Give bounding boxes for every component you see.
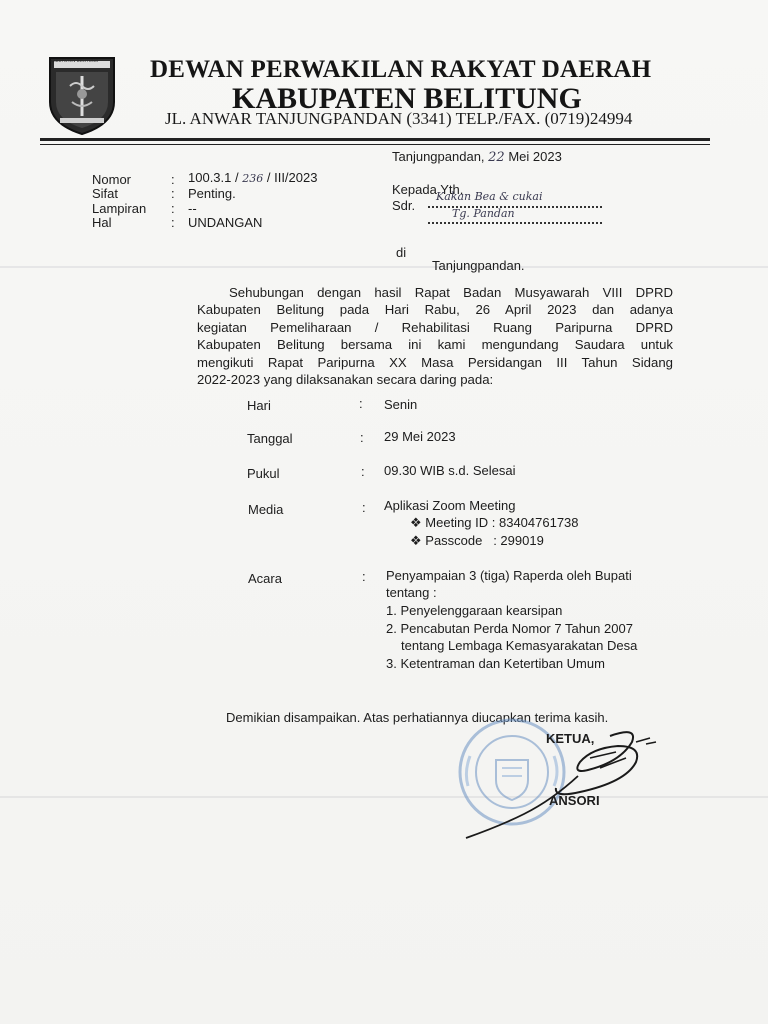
tanggal-colon: : [360, 430, 364, 445]
media-colon: : [362, 500, 366, 515]
bullet-diamond-icon: ❖ [410, 515, 422, 530]
acara-item-1: 1. Penyelenggaraan kearsipan [386, 603, 563, 618]
pukul-label: Pukul [247, 466, 280, 481]
body-line: mengikuti Rapat Paripurna XX Masa Persidangan III Tahun Sidang [197, 354, 673, 370]
body-paragraph [197, 284, 673, 388]
sifat-value: Penting. [188, 186, 236, 201]
logo-text: KABUPATEN BELITUNG [50, 58, 99, 63]
nomor-sep: / [235, 170, 239, 185]
paper-fold [0, 266, 768, 268]
bullet-diamond-icon: ❖ [410, 533, 422, 548]
signatory-name: ANSORI [549, 793, 600, 808]
acara-item-2a: 2. Pencabutan Perda Nomor 7 Tahun 2007 [386, 621, 633, 636]
passcode-text: Passcode : 299019 [425, 533, 544, 548]
hal-value: UNDANGAN [188, 215, 263, 230]
nomor-handwritten: 236 [242, 172, 264, 185]
place-text: Tanjungpandan, [392, 149, 485, 164]
place-date [392, 149, 562, 165]
nomor-colon: : [171, 172, 175, 187]
lampiran-value: -- [188, 201, 197, 216]
pukul-value: 09.30 WIB s.d. Selesai [384, 463, 516, 478]
acara-item-3: 3. Ketentraman dan Ketertiban Umum [386, 656, 605, 671]
recipient-handwritten-line1: Kakan Bea & cukai [436, 190, 543, 203]
acara-intro-line1: Penyampaian 3 (tiga) Raperda oleh Bupati [386, 568, 632, 583]
letterhead-rule-thick [40, 138, 710, 141]
hari-value: Senin [384, 397, 418, 412]
letterhead-title-line2: KABUPATEN BELITUNG [232, 82, 582, 115]
letterhead-address: JL. ANWAR TANJUNGPANDAN (3341) TELP./FAX. (0719)24994 [165, 109, 633, 128]
recipient-dotted-line2 [428, 222, 602, 224]
nomor-value [188, 170, 317, 185]
tanggal-label: Tanggal [247, 431, 293, 446]
hal-colon: : [171, 215, 175, 230]
letterhead-rule-thin [40, 144, 710, 145]
acara-label: Acara [248, 571, 282, 586]
regency-logo-icon [46, 52, 118, 136]
pukul-colon: : [361, 464, 365, 479]
media-value: Aplikasi Zoom Meeting [384, 498, 516, 513]
body-line: 2022-2023 yang dilaksanakan secara daring pada: [197, 372, 494, 388]
body-line: Kabupaten Belitung pada Hari Rabu, 26 April 2023 dan adanya [197, 302, 673, 318]
date-day-handwritten: 22 [488, 150, 505, 165]
di-text: di [396, 245, 407, 260]
lampiran-label: Lampiran [92, 201, 147, 216]
acara-colon: : [362, 569, 366, 584]
letterhead-title-line1: DEWAN PERWAKILAN RAKYAT DAERAH [150, 56, 652, 83]
date-month-year: Mei 2023 [508, 149, 562, 164]
meeting-id-text: Meeting ID : 83404761738 [425, 515, 579, 530]
tanggal-value: 29 Mei 2023 [384, 429, 456, 444]
recipient-handwritten-line2: Tg. Pandan [452, 207, 515, 220]
lampiran-colon: : [171, 201, 175, 216]
body-line: kegiatan Pemeliharaan / Rehabilitasi Ruang Paripurna DPRD [197, 319, 673, 335]
meeting-id-row [410, 515, 579, 531]
closing-text: Demikian disampaikan. Atas perhatiannya diucapkan terima kasih. [226, 710, 609, 725]
nomor-prefix: 100.3.1 [188, 170, 232, 185]
acara-intro-line2: tentang : [386, 585, 437, 600]
recipient-city: Tanjungpandan. [432, 258, 525, 273]
hari-colon: : [359, 396, 363, 411]
sifat-label: Sifat [92, 186, 119, 201]
nomor-suffix: / III/2023 [266, 170, 318, 185]
hari-label: Hari [247, 398, 271, 413]
body-line: Kabupaten Belitung bersama ini kami mengundang Saudara untuk [197, 337, 673, 353]
sdr-text: Sdr. [392, 198, 416, 213]
hal-label: Hal [92, 215, 112, 230]
position-title: KETUA, [546, 731, 595, 746]
nomor-label: Nomor [92, 172, 132, 187]
media-label: Media [248, 502, 284, 517]
body-line: Sehubungan dengan hasil Rapat Badan Musyawarah VIII DPRD [229, 285, 673, 300]
handwritten-signature-icon [460, 718, 675, 840]
acara-item-2b: tentang Lembaga Kemasyarakatan Desa [401, 638, 638, 653]
sifat-colon: : [171, 186, 175, 201]
passcode-row [410, 533, 544, 549]
kepada-text: Kepada Yth. [392, 182, 464, 197]
